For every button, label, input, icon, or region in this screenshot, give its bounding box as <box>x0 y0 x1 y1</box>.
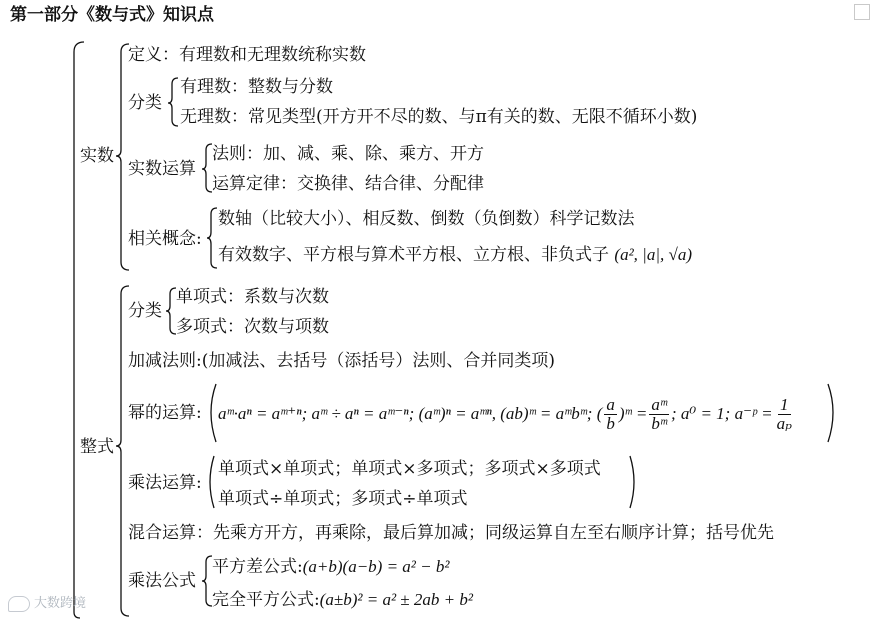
power-fraction-2-num: aᵐ <box>651 394 667 414</box>
watermark-text: 大数跨境 <box>34 596 87 611</box>
outer-brace <box>74 42 84 618</box>
power-label: 幂的运算: <box>128 403 202 423</box>
perfect-square-label: 完全平方公式: <box>212 590 320 610</box>
square-diff-line <box>212 556 449 578</box>
real-ops-rules: 法则：加、减、乘、除、乘方、开方 <box>212 144 484 164</box>
real-ops-brace <box>202 144 212 192</box>
real-irrational: 无理数：常见类型(开方开不尽的数、与π有关的数、无限不循环小数) <box>180 107 698 127</box>
perfect-square-formula: (a±b)² = a² ± 2ab + b² <box>319 590 473 609</box>
real-concepts-brace <box>207 208 217 268</box>
real-concepts-label: 相关概念: <box>128 229 202 249</box>
power-fraction-3-den: aₚ <box>776 413 792 433</box>
square-diff-formula: (a+b)(a−b) = a² − b² <box>302 557 450 576</box>
integral-classify-brace <box>166 288 176 334</box>
formulas-label: 乘法公式 <box>128 571 196 591</box>
real-classify-label: 分类 <box>128 93 162 113</box>
real-concepts-line2-text: 有效数字、平方根与算术平方根、立方根、非负式子 <box>218 245 609 265</box>
integral-monomial: 单项式：系数与次数 <box>176 287 329 307</box>
real-label: 实数 <box>80 146 114 166</box>
perfect-square-line <box>212 589 473 611</box>
real-rational: 有理数：整数与分数 <box>180 77 333 97</box>
real-ops-laws: 运算定律：交换律、结合律、分配律 <box>212 174 484 194</box>
power-formula-part-a: aᵐ·aⁿ = aᵐ⁺ⁿ; aᵐ ÷ aⁿ = aᵐ⁻ⁿ; (aᵐ)ⁿ = aᵐⁿ, (ab)ᵐ = aᵐbᵐ; ( <box>218 404 603 423</box>
real-definition: 定义：有理数和无理数统称实数 <box>128 45 366 65</box>
power-fraction-2-den: bᵐ <box>651 413 667 433</box>
power-fraction-1-den: b <box>606 413 615 433</box>
multiply-label: 乘法运算: <box>128 473 202 493</box>
real-concepts-line2 <box>218 244 692 266</box>
integral-classify-label: 分类 <box>128 301 162 321</box>
real-classify-brace <box>168 78 178 126</box>
power-left-paren <box>211 384 216 442</box>
power-formula-part-b: )ᵐ = <box>618 404 648 423</box>
multiply-left-paren <box>210 456 214 508</box>
square-diff-label: 平方差公式: <box>212 557 303 577</box>
power-fraction-2 <box>649 396 669 433</box>
power-formula <box>218 388 796 440</box>
integral-addsub: 加减法则:(加减法、去括号（添括号）法则、合并同类项) <box>128 351 555 371</box>
power-fraction-1-num: a <box>606 394 615 414</box>
watermark-logo-icon <box>8 596 30 612</box>
integral-polynomial: 多项式：次数与项数 <box>176 317 329 337</box>
watermark <box>8 592 86 612</box>
multiply-right-paren <box>630 456 634 508</box>
page-title: 第一部分《数与式》知识点 <box>10 5 214 25</box>
power-fraction-3 <box>775 396 794 433</box>
real-concepts-line2-math: (a², |a|, √a) <box>614 245 693 264</box>
mixed-operations: 混合运算：先乘方开方，再乘除，最后算加减；同级运算自左至右顺序计算；括号优先 <box>128 523 774 543</box>
power-formula-part-c: ; a⁰ = 1; a⁻ᵖ = <box>670 404 773 423</box>
real-ops-label: 实数运算 <box>128 159 196 179</box>
integral-label: 整式 <box>80 437 114 457</box>
power-fraction-1 <box>604 396 617 433</box>
power-right-paren <box>828 384 833 442</box>
formulas-brace <box>202 556 212 606</box>
power-fraction-3-num: 1 <box>780 394 789 414</box>
integral-brace <box>116 286 129 616</box>
multiply-line1: 单项式×单项式；单项式×多项式；多项式×多项式 <box>218 459 601 479</box>
multiply-line2: 单项式÷单项式；多项式÷单项式 <box>218 489 468 509</box>
real-concepts-line1: 数轴（比较大小）、相反数、倒数（负倒数）科学记数法 <box>218 209 635 229</box>
